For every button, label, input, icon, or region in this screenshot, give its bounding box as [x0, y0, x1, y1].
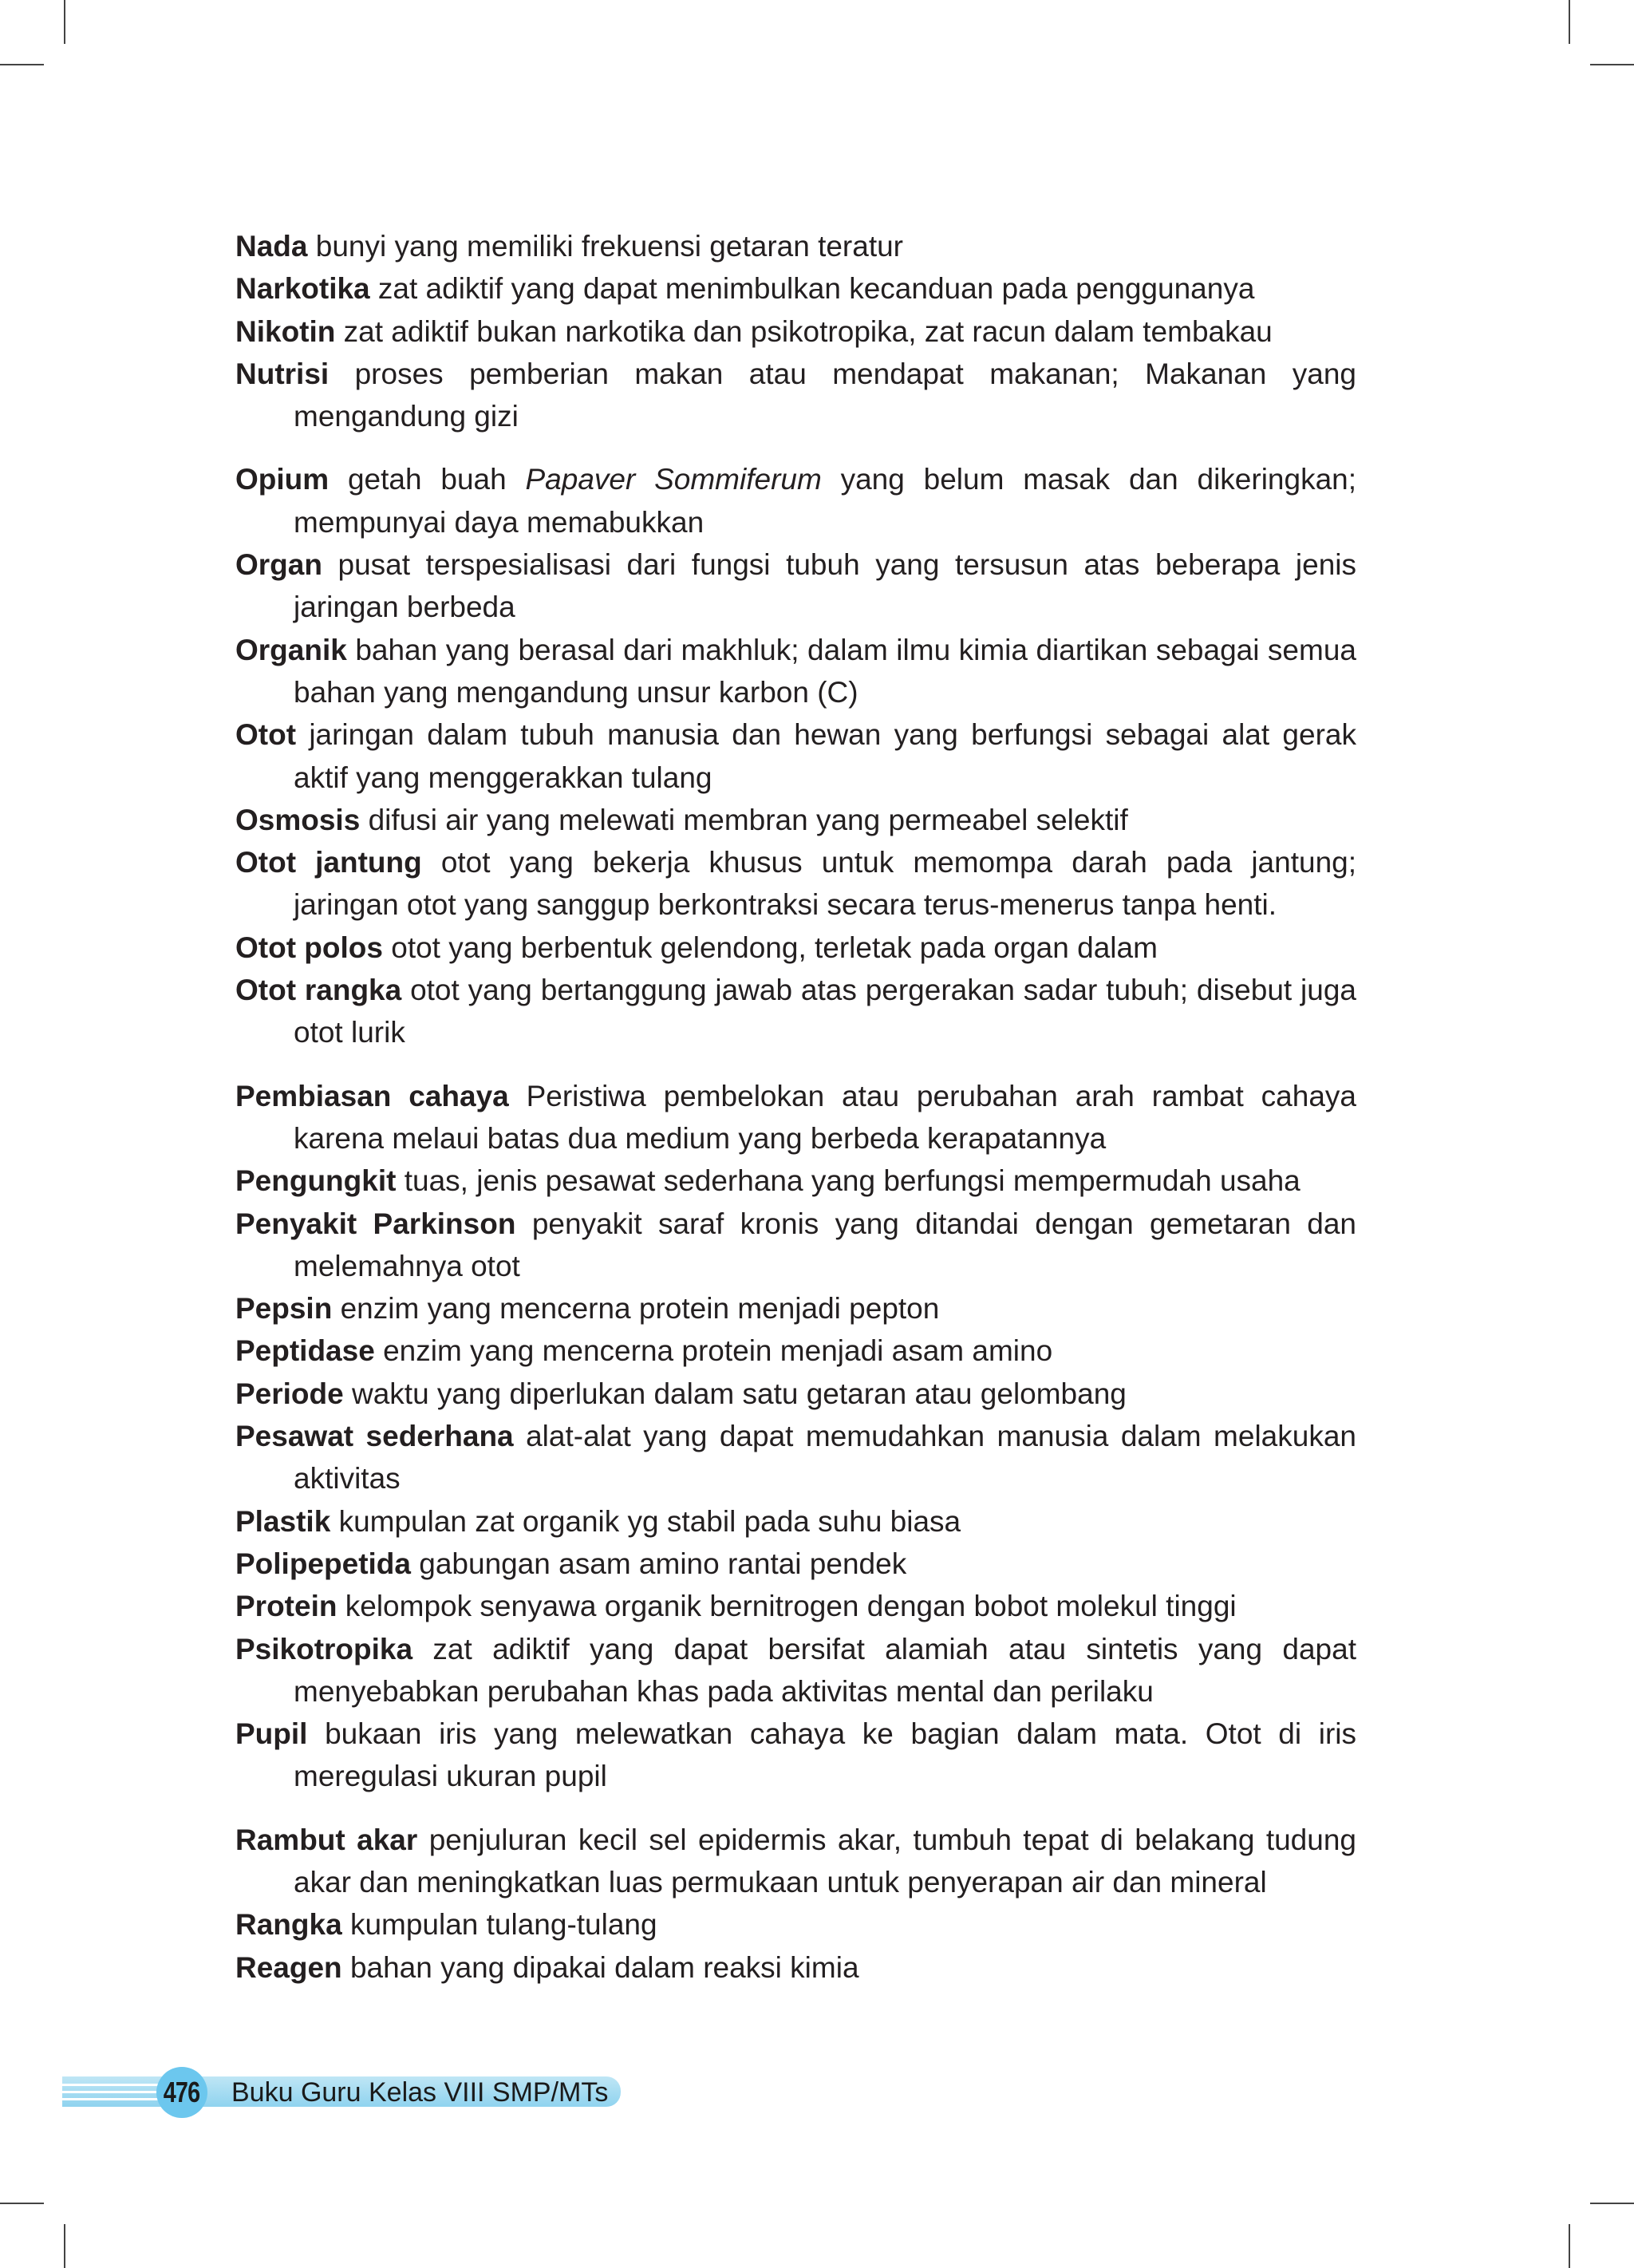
glossary-term: Rambut akar	[235, 1823, 418, 1856]
glossary-definition: zat adiktif yang dapat menimbulkan kecanduan pada penggunanya	[377, 272, 1255, 306]
glossary-entry	[235, 1075, 1356, 1160]
glossary-definition: penjuluran kecil sel epidermis akar, tumbuh tepat di belakang tudung akar dan meningkatkan luas permukaan untuk penyerapan air dan mineral	[294, 1823, 1356, 1899]
glossary-entry	[235, 629, 1356, 714]
glossary-term: Plastik	[235, 1504, 331, 1538]
glossary-term: Organik	[235, 633, 347, 666]
crop-mark	[1569, 2224, 1570, 2268]
glossary-definition: waktu yang diperlukan dalam satu getaran atau gelombang	[352, 1377, 1127, 1410]
glossary-term: Periode	[235, 1377, 344, 1410]
glossary-definition: jaringan dalam tubuh manusia dan hewan yang berfungsi sebagai alat gerak aktif yang menggerakkan tulang	[294, 718, 1356, 794]
glossary-entry	[235, 713, 1356, 799]
glossary-entry	[235, 927, 1356, 969]
scientific-name: Papaver Sommiferum	[525, 463, 822, 496]
glossary-definition: enzim yang mencerna protein menjadi pepton	[340, 1292, 940, 1326]
glossary-entry	[235, 1946, 1356, 1989]
glossary-definition: zat adiktif bukan narkotika dan psikotropika, zat racun dalam tembakau	[343, 314, 1273, 348]
glossary-entry	[235, 353, 1356, 438]
page-footer	[62, 2067, 621, 2118]
glossary-entry	[235, 1543, 1356, 1585]
glossary-definition: difusi air yang melewati membran yang permeabel selektif	[368, 803, 1128, 836]
crop-mark	[1590, 64, 1634, 65]
glossary-entry	[235, 841, 1356, 927]
glossary-term: Pengungkit	[235, 1164, 397, 1198]
glossary-term: Otot jantung	[235, 846, 422, 879]
glossary-group	[235, 1075, 1356, 1798]
glossary-definition: alat-alat yang dapat memudahkan manusia dalam melakukan aktivitas	[294, 1420, 1356, 1496]
glossary-entry	[235, 1713, 1356, 1798]
glossary-definition: tuas, jenis pesawat sederhana yang berfungsi mempermudah usaha	[404, 1164, 1300, 1198]
glossary-definition: bukaan iris yang melewatkan cahaya ke bagian dalam mata. Otot di iris meregulasi ukuran pupil	[294, 1717, 1356, 1793]
glossary-entry	[235, 1903, 1356, 1946]
glossary-entry	[235, 1330, 1356, 1372]
glossary-definition: kelompok senyawa organik bernitrogen dengan bobot molekul tinggi	[345, 1590, 1237, 1623]
glossary-term: Otot	[235, 718, 297, 752]
glossary-term: Psikotropika	[235, 1632, 413, 1665]
glossary-entry	[235, 1585, 1356, 1627]
glossary-term: Pesawat sederhana	[235, 1420, 514, 1453]
glossary-definition: bahan yang berasal dari makhluk; dalam ilmu kimia diartikan sebagai semua bahan yang mengandung unsur karbon (C)	[294, 633, 1356, 709]
glossary-term: Nutrisi	[235, 357, 330, 390]
glossary-term: Rangka	[235, 1908, 342, 1942]
glossary-definition: gabungan asam amino rantai pendek	[419, 1547, 907, 1580]
page-number-badge	[156, 2067, 207, 2118]
glossary-group	[235, 225, 1356, 437]
glossary-term: Osmosis	[235, 803, 361, 836]
crop-mark	[0, 2203, 44, 2204]
crop-mark	[64, 0, 65, 44]
glossary-definition: penyakit saraf kronis yang ditandai dengan gemetaran dan melemahnya otot	[294, 1207, 1356, 1282]
glossary-term: Nikotin	[235, 314, 336, 348]
glossary-definition: Peristiwa pembelokan atau perubahan arah rambat cahaya karena melaui batas dua medium yang berbeda kerapatannya	[294, 1079, 1356, 1155]
glossary-definition	[294, 463, 1356, 538]
glossary-entry	[235, 1819, 1356, 1904]
glossary-term: Peptidase	[235, 1334, 375, 1368]
glossary-term: Organ	[235, 548, 322, 582]
glossary-term: Reagen	[235, 1950, 342, 1984]
glossary-term: Otot polos	[235, 931, 383, 964]
glossary-term: Pupil	[235, 1717, 308, 1751]
glossary-entry	[235, 1628, 1356, 1713]
glossary-entry	[235, 458, 1356, 543]
glossary-entry	[235, 1160, 1356, 1202]
glossary-definition: kumpulan zat organik yg stabil pada suhu biasa	[338, 1504, 961, 1538]
glossary-term: Otot rangka	[235, 974, 402, 1007]
glossary-definition: kumpulan tulang-tulang	[349, 1908, 657, 1942]
glossary-entry	[235, 1373, 1356, 1415]
glossary-entry	[235, 1500, 1356, 1543]
glossary-term: Opium	[235, 463, 330, 496]
glossary-definition: otot yang bertanggung jawab atas pergerakan sadar tubuh; disebut juga otot lurik	[294, 974, 1357, 1049]
glossary-entry	[235, 1287, 1356, 1330]
definition-text: getah buah	[347, 463, 526, 496]
glossary-term: Polipepetida	[235, 1547, 411, 1580]
glossary-term: Protein	[235, 1590, 337, 1623]
glossary-definition: otot yang bekerja khusus untuk memompa darah pada jantung; jaringan otot yang sanggup berkontraksi secara terus-menerus tanpa henti.	[294, 846, 1357, 922]
glossary-term: Nada	[235, 230, 308, 263]
glossary-term: Penyakit Parkinson	[235, 1207, 516, 1240]
crop-mark	[1590, 2203, 1634, 2204]
page-number: 476	[164, 2076, 200, 2108]
glossary-entry	[235, 267, 1356, 310]
glossary-entry	[235, 310, 1356, 353]
glossary-group	[235, 1819, 1356, 1989]
glossary-entry	[235, 543, 1356, 629]
glossary-entry	[235, 1415, 1356, 1500]
glossary-term: Narkotika	[235, 272, 370, 306]
glossary-entry	[235, 969, 1356, 1054]
glossary-definition: otot yang berbentuk gelendong, terletak pada organ dalam	[391, 931, 1158, 964]
crop-mark	[0, 64, 44, 65]
glossary-definition: bunyi yang memiliki frekuensi getaran teratur	[315, 230, 904, 263]
glossary-definition: pusat terspesialisasi dari fungsi tubuh yang tersusun atas beberapa jenis jaringan berbeda	[294, 548, 1356, 624]
glossary	[235, 225, 1356, 2009]
crop-mark	[1569, 0, 1570, 44]
glossary-entry	[235, 225, 1356, 267]
glossary-definition: proses pemberian makan atau mendapat makanan; Makanan yang mengandung gizi	[294, 357, 1356, 433]
book-title: Buku Guru Kelas VIII SMP/MTs	[231, 2077, 609, 2108]
glossary-entry	[235, 799, 1356, 841]
glossary-definition: bahan yang dipakai dalam reaksi kimia	[349, 1950, 859, 1984]
glossary-term: Pembiasan cahaya	[235, 1079, 509, 1112]
crop-mark	[64, 2224, 65, 2268]
definition-text: yang belum masak dan dikeringkan; mempunyai daya memabukkan	[294, 463, 1357, 539]
glossary-definition: zat adiktif yang dapat bersifat alamiah atau sintetis yang dapat menyebabkan perubahan khas pada aktivitas mental dan perilaku	[294, 1632, 1356, 1708]
glossary-term: Pepsin	[235, 1292, 333, 1326]
glossary-definition: enzim yang mencerna protein menjadi asam amino	[383, 1334, 1053, 1368]
glossary-entry	[235, 1203, 1356, 1288]
glossary-group	[235, 458, 1356, 1053]
